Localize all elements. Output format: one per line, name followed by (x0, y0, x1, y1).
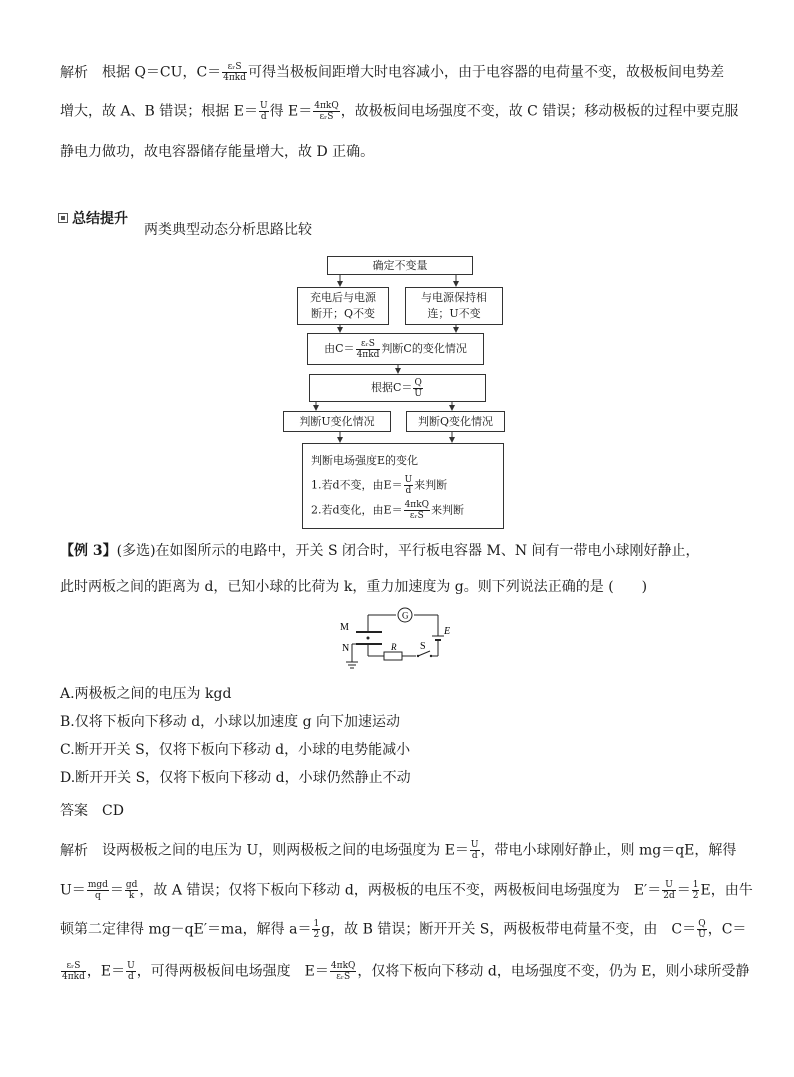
fraction: $\frac{\text{4πkQ}}{\text{εᵣS}}$ (330, 961, 356, 982)
fraction: $\frac{\text{εᵣS}}{\text{4πkd}}$ (356, 338, 380, 360)
analysis2-line2: U＝ $\frac{\text{mgd}}{q}$ ＝ $\frac{gd}{k}$ ，故 A 错误；仅将下板向下移动 d，两极板的电压不变，两极板间电场强度为 E′＝ $\frac{U}{2d}$ ＝ $\frac{1}{2}$ E，由牛 (60, 880, 753, 901)
flow-box-disconnected: 充电后与电源 断开；Q不变 (297, 287, 389, 325)
flow-box-judge-u: 判断U变化情况 (283, 411, 391, 432)
fraction: $\frac{U}{d}$ (127, 961, 135, 982)
example-line2: 此时两板之间的距离为 d，已知小球的比荷为 k，重力加速度为 g。则下列说法正确的是 ( ) (60, 579, 648, 595)
charged-ball (367, 637, 370, 640)
switch-label: S (420, 641, 426, 652)
analysis2-line1: 解析 设两极板之间的电压为 U，则两极板之间的电场强度为 E＝ $\frac{U}{d}$ ，带电小球刚好静止，则 mg＝qE，解得 (60, 840, 737, 861)
example-tag: 【例 3】 (60, 543, 117, 559)
answer-line (60, 801, 124, 821)
analysis2-line4: $\frac{\text{εᵣS}}{\text{4πkd}}$ ，E＝ $\frac{U}{d}$ ，可得两极板间电场强度 E＝ $\frac{\text{4πkQ}}{\text{εᵣS}}$ ，仅将下板向下移动 d，电场强度不变，仍为 E，则小球所受静 (62, 961, 750, 982)
answer-label: 答案 (60, 803, 88, 819)
option-c: C.断开开关 S，仅将下板向下移动 d，小球的电势能减小 (60, 742, 411, 758)
fraction: $\frac{U}{2d}$ (663, 880, 675, 901)
analysis1-line2: 增大，故 A、B 错误；根据 E＝ $\frac{U}{d}$ 得 E＝ $\frac{\text{4πkQ}}{\text{εᵣS}}$ ，故极板间电场强度不变，故 C 错误；移动极板的过程中要克服 (60, 101, 739, 122)
fraction: $\frac{\text{mgd}}{q}$ (87, 880, 108, 901)
resistor-label: R (391, 642, 397, 652)
galvanometer-label: G (402, 610, 409, 621)
answer-value: CD (102, 803, 124, 819)
example-line1: 【例 3】(多选)在如图所示的电路中，开关 S 闭合时，平行板电容器 M、N 间有一带电小球刚好静止， (60, 543, 700, 559)
fraction: $\frac{U}{d}$ (259, 101, 268, 122)
fraction: $\frac{U}{d}$ (470, 840, 479, 861)
emf-label: E (444, 626, 451, 637)
analysis1-line1: 解析 根据 Q＝CU，C＝ $\frac{\text{εᵣS}}{\text{4πkd}}$ 可得当极板间距增大时电容减小，由于电容器的电荷量不变，故极板间电势差 (60, 62, 725, 83)
option-a: A.两极板之间的电压为 kgd (60, 686, 232, 702)
circuit-diagram (338, 604, 458, 674)
option-d: D.断开开关 S，仅将下板向下移动 d，小球仍然静止不动 (60, 770, 411, 786)
flow-box-connected: 与电源保持相 连；U不变 (405, 287, 503, 325)
fraction: $\frac{Q}{U}$ (414, 377, 422, 399)
fraction: $\frac{1}{2}$ (313, 919, 320, 940)
analysis-label: 解析 (60, 842, 88, 859)
fraction: $\frac{U}{d}$ (404, 475, 413, 496)
summary-subtitle: 两类典型动态分析思路比较 (144, 222, 312, 238)
plate-m-label: M (340, 622, 349, 633)
plate-n-label: N (342, 643, 350, 654)
fraction: $\frac{\text{4πkQ}}{\text{εᵣS}}$ (404, 500, 430, 521)
analysis2-line3: 顿第二定律得 mg－qE′＝ma，解得 a＝ $\frac{1}{2}$ g，故 B 错误；断开开关 S，两极板带电荷量不变，由 C＝ $\frac{Q}{U}$ ，C＝ (60, 919, 747, 940)
fraction: $\frac{\text{4πkQ}}{\text{εᵣS}}$ (314, 101, 339, 122)
fraction: $\frac{gd}{k}$ (125, 880, 138, 901)
flow-box-determine: 确定不变量 (327, 256, 473, 275)
flow-box-basis: 根据C＝ $\frac{Q}{U}$ (309, 374, 486, 402)
option-b: B.仅将下板向下移动 d，小球以加速度 g 向下加速运动 (60, 714, 401, 730)
fraction: $\frac{\text{εᵣS}}{\text{4πkd}}$ (62, 961, 85, 982)
fraction: $\frac{1}{2}$ (692, 880, 699, 901)
flow-box-judge-q: 判断Q变化情况 (406, 411, 505, 432)
fraction: $\frac{\text{εᵣS}}{\text{4πkd}}$ (223, 62, 247, 83)
flow-box-field: 判断电场强度E的变化 1.若d不变，由E＝ $\frac{U}{d}$ 来判断 2.若d变化，由E＝ $\frac{\text{4πkQ}}{\text{εᵣS}}$ 来判断 (302, 443, 504, 529)
flow-box-capacitance: 由C＝ $\frac{\text{εᵣS}}{\text{4πkd}}$ 判断C的变化情况 (307, 333, 484, 365)
analysis-label: 解析 (60, 64, 88, 81)
analysis1-line3: 静电力做功，故电容器储存能量增大，故 D 正确。 (60, 144, 375, 160)
fraction: $\frac{Q}{U}$ (698, 919, 706, 940)
summary-heading: 总结提升 (58, 208, 128, 228)
